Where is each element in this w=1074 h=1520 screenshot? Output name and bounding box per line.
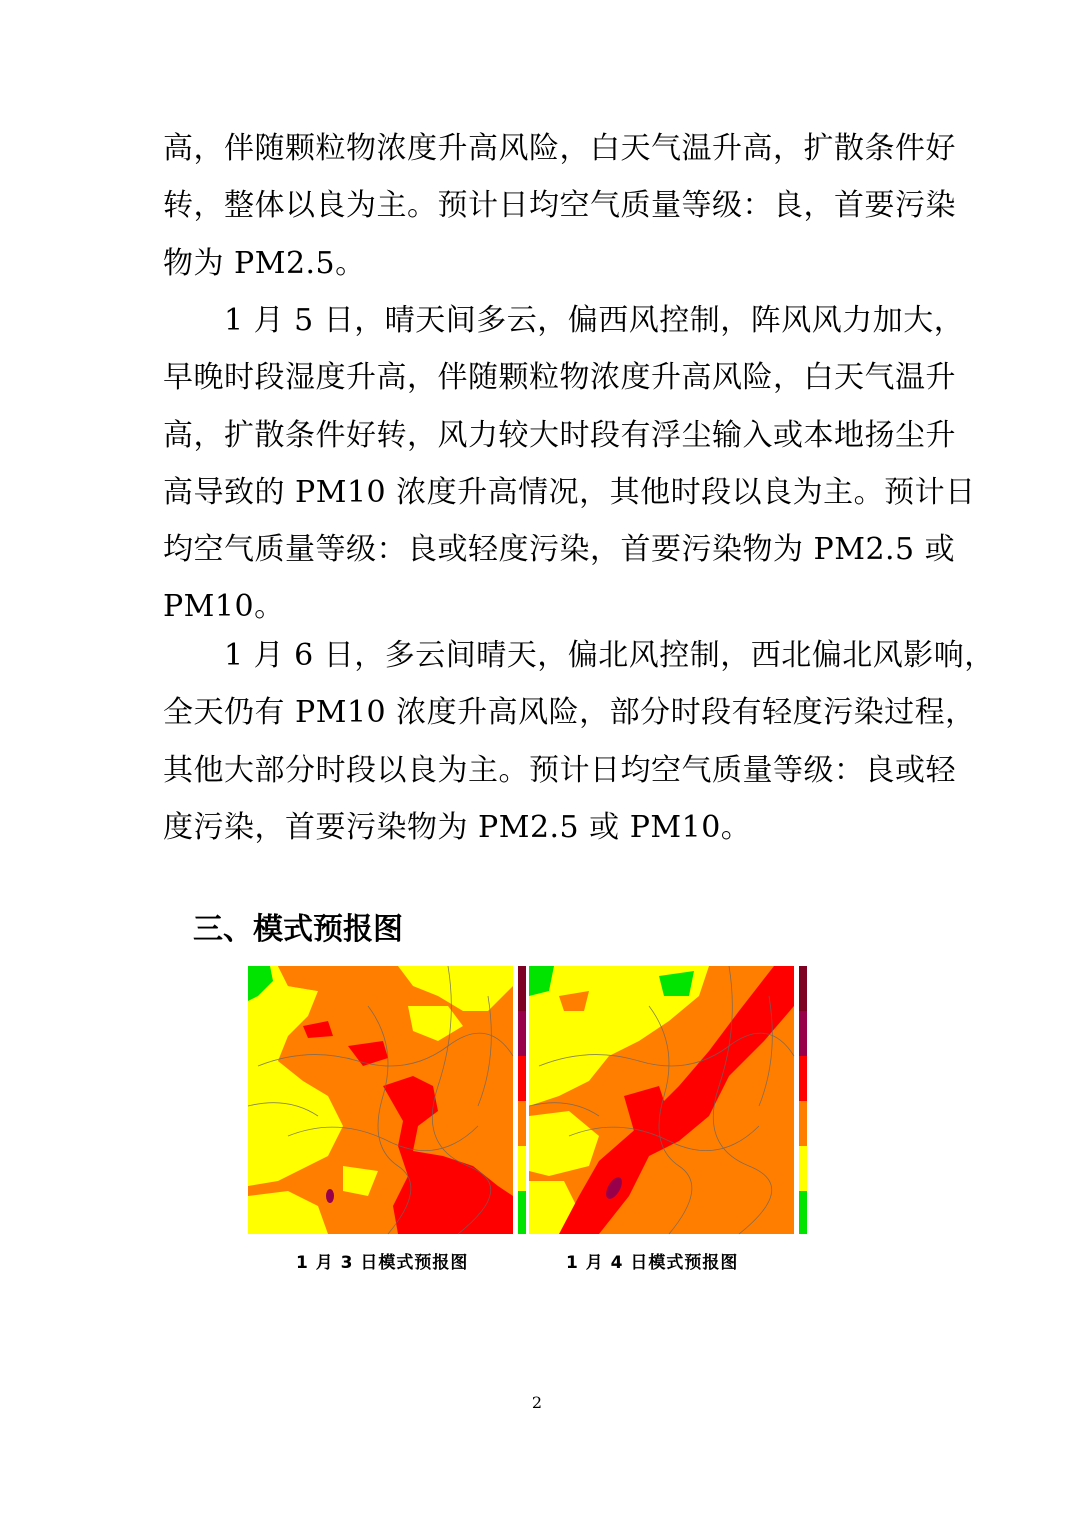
page-number: 2	[531, 1393, 543, 1412]
forecast-map-image	[248, 966, 536, 1236]
text-line: 其他大部分时段以良为主。预计日均空气质量等级：良或轻	[163, 752, 956, 788]
legend-colorbar	[518, 966, 526, 1234]
text-line: 早晚时段湿度升高，伴随颗粒物浓度升高风险，白天气温升	[163, 360, 956, 396]
text-line: 物为 PM2.5。	[163, 245, 366, 281]
text-line: 转，整体以良为主。预计日均空气质量等级：良，首要污染	[163, 188, 956, 224]
text-line: 1 月 6 日，多云间晴天，偏北风控制，西北偏北风影响，	[163, 638, 995, 673]
text-line: 高，伴随颗粒物浓度升高风险，白天气温升高，扩散条件好	[163, 131, 956, 166]
forecast-map-jan-4	[529, 966, 817, 1236]
figure-caption-jan-4: 1 月 4 日模式预报图	[566, 1253, 739, 1273]
legend-colorbar	[799, 966, 807, 1234]
text-line: 高，扩散条件好转，风力较大时段有浮尘输入或本地扬尘升	[163, 417, 956, 453]
text-line: 高导致的 PM10 浓度升高情况，其他时段以良为主。预计日	[163, 474, 976, 510]
text-line: 1 月 5 日，晴天间多云，偏西风控制，阵风风力加大，	[163, 303, 965, 338]
text-line: 度污染，首要污染物为 PM2.5 或 PM10。	[163, 809, 752, 845]
forecast-map-jan-3	[248, 966, 536, 1236]
text-line: PM10。	[163, 589, 285, 625]
text-line: 全天仍有 PM10 浓度升高风险，部分时段有轻度污染过程，	[163, 695, 976, 731]
figure-caption-jan-3: 1 月 3 日模式预报图	[296, 1253, 469, 1273]
forecast-map-image	[529, 966, 817, 1236]
paragraph-1	[163, 120, 956, 292]
paragraph-3	[163, 627, 995, 856]
section-heading: 三、模式预报图	[193, 912, 403, 947]
text-line: 均空气质量等级：良或轻度污染，首要污染物为 PM2.5 或	[163, 532, 956, 568]
paragraph-2	[163, 292, 976, 636]
